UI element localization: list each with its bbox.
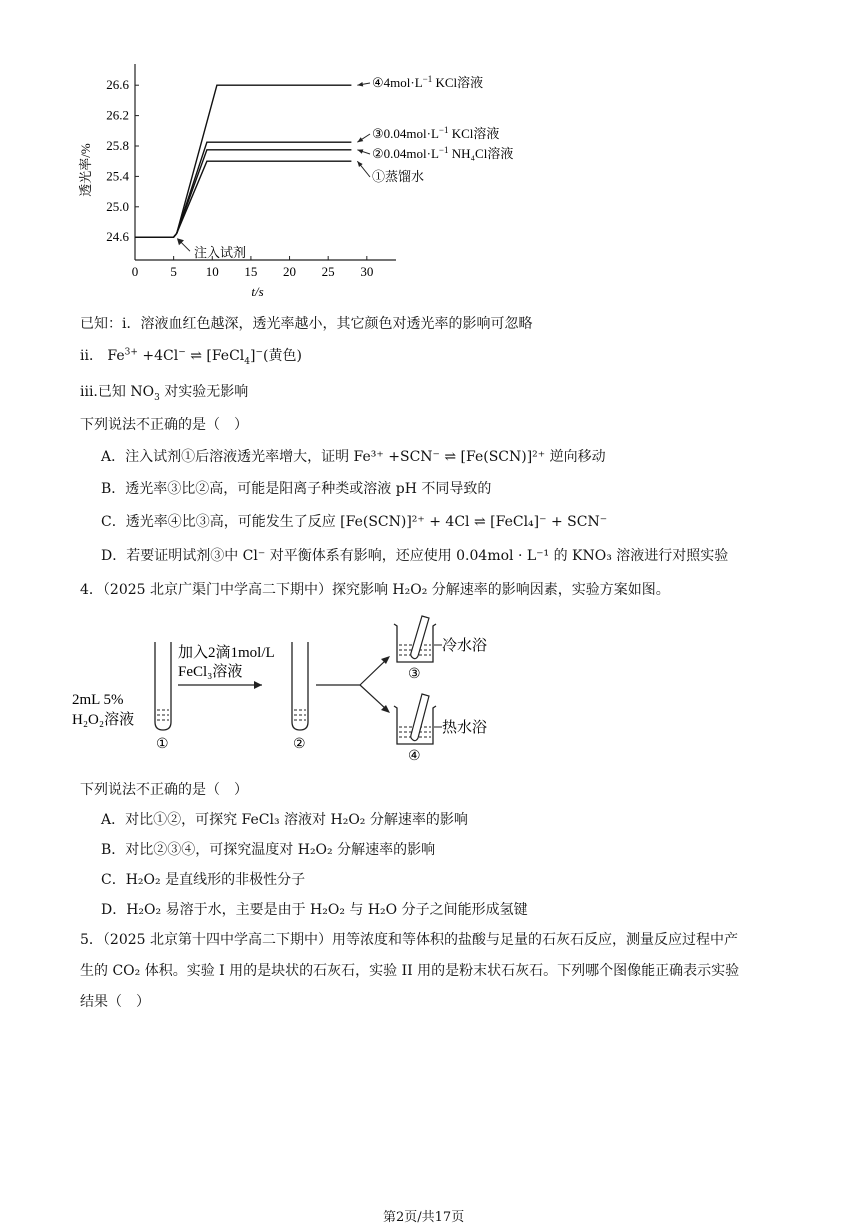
beaker3-label: ③: [408, 667, 421, 682]
apparatus-diagram: [70, 612, 510, 774]
series-line-2: [135, 150, 351, 237]
tube1-label: ①: [156, 737, 169, 752]
y-tick-label: 26.6: [106, 77, 129, 93]
reagent-label-1: 加入2滴1mol/L: [178, 645, 275, 661]
x-tick-label: 0: [131, 264, 139, 279]
q4-option-a: A．对比①②，可探究 FeCl₃ 溶液对 H₂O₂ 分解速率的影响: [101, 812, 468, 828]
q4-stem: 4．（2025 北京广渠门中学高二下期中）探究影响 H₂O₂ 分解速率的影响因素，实验方案如图。: [80, 582, 670, 598]
q3-option-a: A．注入试剂①后溶液透光率增大，证明 Fe³⁺ +SCN⁻ ⇌ [Fe(SCN)]²⁺ 逆向移动: [101, 449, 606, 465]
beaker-cold: [394, 616, 436, 662]
q3-option-b: B．透光率③比②高，可能是阳离子种类或溶液 pH 不同导致的: [101, 481, 492, 497]
x-tick-label: 25: [321, 264, 335, 279]
q4-option-c: C．H₂O₂ 是直线形的非极性分子: [101, 872, 306, 888]
known-ii: ii． $Fe^{3+} +4Cl^-$ ⇌ [FeCl$_4$]−(黄色): [80, 347, 302, 367]
transmittance-chart: [70, 60, 550, 305]
y-tick-label: 25.0: [106, 198, 129, 214]
y-tick-label: 24.6: [106, 229, 129, 245]
series-label-1: ①蒸馏水: [372, 169, 425, 184]
known-iii: iii.已知 $NO_3$ 对实验无影响: [80, 384, 249, 403]
left-label-1: 2mL 5%: [72, 692, 124, 708]
q4-option-b: B．对比②③④，可探究温度对 H₂O₂ 分解速率的影响: [101, 842, 436, 858]
test-tube-2: [292, 642, 308, 730]
q4-option-d: D．H₂O₂ 易溶于水，主要是由于 H₂O₂ 与 H₂O 分子之间能形成氢键: [101, 902, 528, 918]
q5-line-3: 结果（ ）: [80, 994, 150, 1010]
inject-annotation: 注入试剂: [193, 245, 246, 261]
arrow-head-icon: [357, 137, 363, 142]
q4-prompt: 下列说法不正确的是（ ）: [80, 782, 248, 798]
page-number: 第2页/共17页: [383, 1210, 465, 1225]
cold-bath-label: 冷水浴: [442, 638, 488, 654]
left-label-2: H₂O₂溶液: [72, 712, 135, 728]
hot-bath-label: 热水浴: [442, 720, 488, 736]
beaker-hot: [394, 694, 436, 744]
series-label-3: $③0.04mol\cdot L^{-1}$ KCl溶液: [372, 125, 500, 141]
q3-prompt: 下列说法不正确的是（ ）: [80, 417, 248, 433]
y-axis-label: 透光率/%: [78, 143, 93, 197]
series-label-4: $④4mol\cdot L^{-1}$ KCl溶液: [372, 74, 484, 90]
beaker4-label: ④: [408, 749, 421, 764]
x-tick-label: 20: [283, 264, 297, 279]
test-tube-1: [155, 642, 171, 730]
x-axis-label: t/s: [251, 284, 264, 299]
arrow-head-icon: [357, 82, 363, 87]
q5-line-2: 生的 CO₂ 体积。实验 I 用的是块状的石灰石，实验 II 用的是粉末状石灰石。下列哪个图像能正确表示实验: [80, 963, 740, 979]
series-label-2: $②0.04mol\cdot L^{-1}$ NH₄Cl溶液: [372, 145, 514, 161]
split-arrows-icon: [316, 656, 390, 713]
series-line-3: [135, 142, 351, 237]
q5-line-1: 5．（2025 北京第十四中学高二下期中）用等浓度和等体积的盐酸与足量的石灰石反应，测量反应过程中产: [80, 932, 738, 948]
q3-option-d: D．若要证明试剂③中 Cl⁻ 对平衡体系有影响，还应使用 0.04mol · L⁻¹ 的 KNO₃ 溶液进行对照实验: [101, 548, 729, 564]
q3-option-c: C．透光率④比③高，可能发生了反应 [Fe(SCN)]²⁺ + 4Cl ⇌ [FeCl₄]⁻ + SCN⁻: [101, 514, 608, 530]
y-tick-label: 25.8: [106, 138, 129, 153]
arrow-head-icon: [357, 149, 363, 153]
arrow-right-icon: [178, 681, 262, 689]
x-tick-label: 15: [244, 264, 258, 279]
y-tick-label: 26.2: [106, 107, 129, 123]
x-tick-label: 30: [360, 264, 374, 279]
known-i: 已知：i．溶液血红色越深，透光率越小，其它颜色对透光率的影响可忽略: [80, 316, 533, 332]
y-tick-label: 25.4: [106, 168, 129, 184]
x-tick-label: 5: [170, 264, 177, 279]
tube2-label: ②: [293, 737, 306, 752]
reagent-label-2: FeCl₃溶液: [178, 664, 243, 680]
series-line-1: [135, 161, 351, 237]
x-tick-label: 10: [205, 264, 219, 279]
